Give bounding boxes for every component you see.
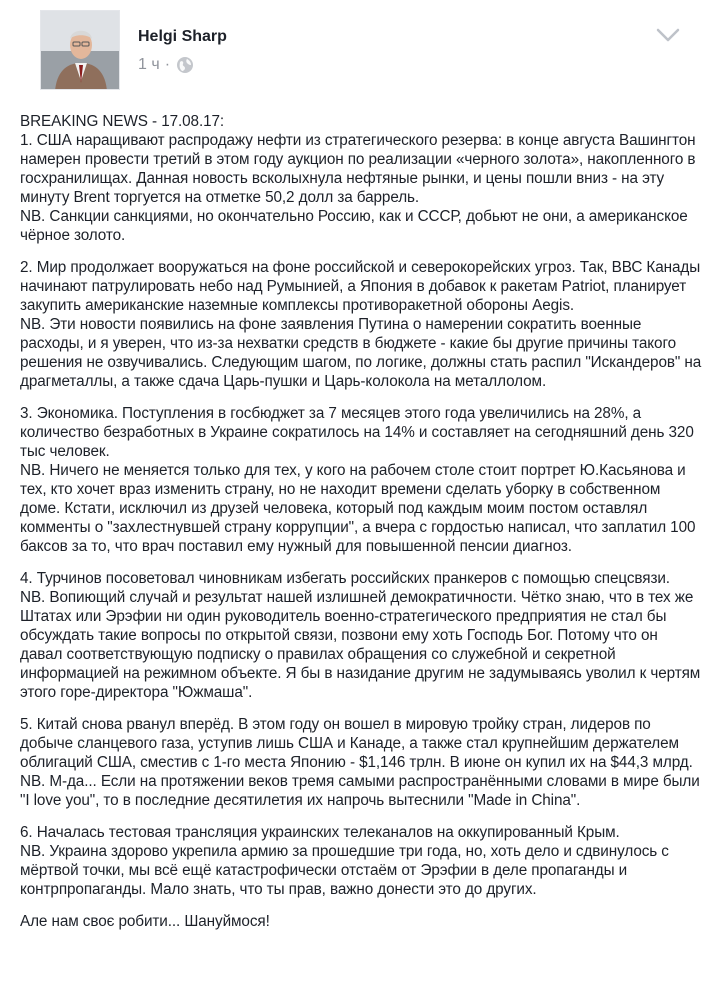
post-paragraph-4: 4. Турчинов посоветовал чиновникам избегать российских пранкеров с помощью спецсвязи. NB. Вопиющий случай и результат нашей излишней демократичности. Чётко знаю, что в тех же Штатах или Эрэфии ни один руководитель военно-стратегического предприятия не стал бы обсуждать такие вопросы по открытой связи, позвони ему хоть Господь Бог. Потому что он давал соответствующую подписку о правилах обращения со служебной и секретной информацией на режимном объекте. Я бы в назидание другим не задумываясь уволил к чертям этого горе-директора "Южмаша".	[20, 570, 701, 701]
post-paragraph-5: 5. Китай снова рванул вперёд. В этом году он вошел в мировую тройку стран, лидеров по добыче сланцевого газа, уступив лишь США и Канаде, а также стал крупнейшим держателем облигаций США, сместив с 1-го места Японию - $1,146 трлн. В июне он купил их на $44,3 млрд. NB. М-да... Если на протяжении веков тремя самыми распространёнными словами в мире были "I love you", то в последние десятилетия их напрочь вытеснили "Made in China".	[20, 716, 700, 809]
post-paragraph-3: 3. Экономика. Поступления в госбюджет за 7 месяцев этого года увеличились на 28%, а количество безработных в Украине сократилось на 14% и составляет на сегодняшний день 320 тыс человек. NB. Ничего не меняется только для тех, у кого на рабочем столе стоит портрет Ю.Касьянова и тех, кто хочет враз изменить страну, но не находит времени сделать уборку в собственном доме. Кстати, исключил из друзей человека, который под каждым моим постом оставлял комменты о "захлестнувшей страну коррупции", а вчера с гордостью написал, что заплатил 100 баксов за то, что врач поставил ему нужный для повышенной пенсии диагноз.	[20, 405, 696, 555]
meta-separator: ·	[164, 56, 171, 73]
post-paragraph-2: 2. Мир продолжает вооружаться на фоне российской и северокорейских угроз. Так, ВВС Канады начинают патрулировать небо над Румынией, а Япония в добавок к ракетам Patriot, планирует закупить американские наземные комплексы противоракетной обороны Aegis. NB. Эти новости появились на фоне заявления Путина о намерении сократить военные расходы, и я уверен, что из-за нехватки средств в бюджете - какие бы другие причины такого решения не озвучивались. Следующим шагом, по логике, должны стать распил "Искандеров" на драгметаллы, а также сдача Царь-пушки и Царь-колокола на металлолом.	[20, 259, 702, 390]
post-paragraph-6: 6. Началась тестовая трансляция украинских телеканалов на оккупированный Крым. NB. Украина здорово укрепила армию за прошедшие три года, но, хоть дело и сдвинулось с мёртвой точки, мы всё ещё катастрофически отстаём от Эрэфии в деле пропаганды и контрпропаганды. Мало знать, что ты прав, важно донести это до других.	[20, 824, 669, 898]
chevron-down-icon[interactable]	[656, 26, 680, 44]
post-timestamp[interactable]: 1 ч	[138, 56, 160, 73]
post-meta	[138, 56, 194, 74]
post-body	[20, 112, 702, 944]
author-name[interactable]: Helgi Sharp	[138, 28, 227, 45]
post-paragraph-1: BREAKING NEWS - 17.08.17: 1. США наращивают распродажу нефти из стратегического резерва: в конце августа Вашингтон намерен провести третий в этом году аукцион по реализации «черного золота», накопленного в госхранилищах. Данная новость всколыхнула нефтяные рынки, и цены пошли вниз - на эту минуту Brent торгуется на отметке 50,2 долл за баррель. NB. Санкции санкциями, но окончательно Россию, как и СССР, добьют не они, а американское чёрное золото.	[20, 113, 696, 244]
post-header	[20, 0, 700, 100]
avatar[interactable]	[40, 10, 120, 90]
post-closing-line: Але нам своє робити... Шануймося!	[20, 913, 270, 930]
globe-icon	[176, 56, 194, 74]
